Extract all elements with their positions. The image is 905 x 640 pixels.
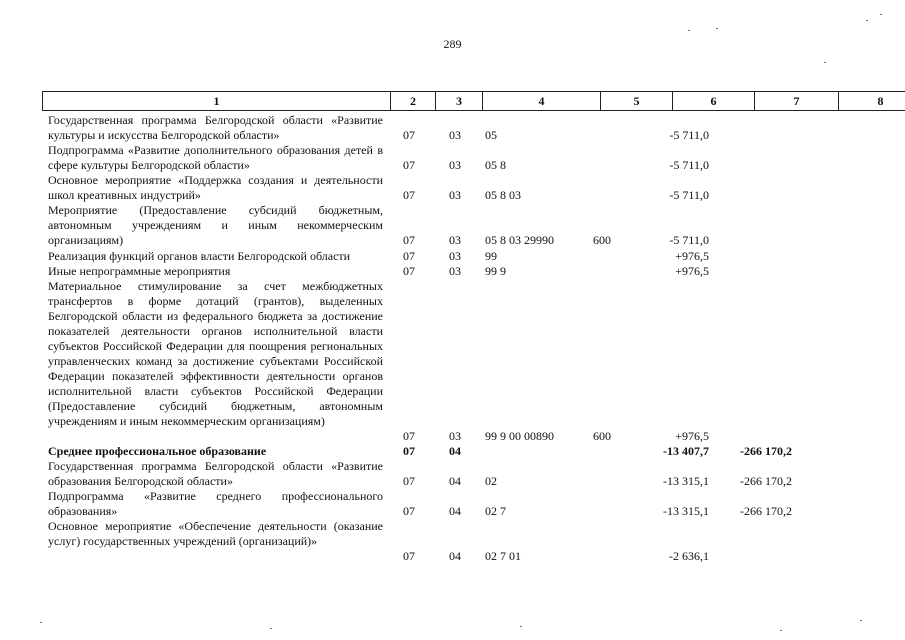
- row-subsection: 04: [449, 549, 461, 563]
- row-section: 07: [403, 188, 415, 202]
- row-name: Реализация функций органов власти Белгородской области: [48, 249, 351, 263]
- scan-speck: [880, 14, 882, 15]
- column-header-7: 7: [755, 92, 839, 111]
- row-subsection: 03: [449, 264, 461, 278]
- row-target-code: 05 8 03: [485, 188, 521, 202]
- row-subsection: 03: [449, 249, 461, 263]
- column-header-1: 1: [43, 92, 391, 111]
- row-amount-1: -5 711,0: [669, 128, 709, 142]
- row-target-code: 02 7 01: [485, 549, 521, 563]
- row-section: 07: [403, 158, 415, 172]
- row-section: 07: [403, 233, 415, 247]
- scan-speck: [716, 28, 718, 29]
- row-amount-1: -5 711,0: [669, 158, 709, 172]
- row-amount-1: +976,5: [675, 264, 709, 278]
- row-name: Государственная программа Белгородской области «Развитие культуры и искусства Белгородской области»: [48, 113, 383, 142]
- row-target-code: 05: [485, 128, 497, 142]
- row-amount-1: -13 315,1: [663, 474, 709, 488]
- row-section: 07: [403, 429, 415, 443]
- row-section: 07: [403, 249, 415, 263]
- column-header-row: [43, 92, 905, 111]
- row-section: 07: [403, 474, 415, 488]
- row-section: 07: [403, 549, 415, 563]
- row-section: 07: [403, 444, 415, 458]
- row-target-code: 05 8: [485, 158, 506, 172]
- scan-speck: [688, 30, 690, 31]
- row-subsection: 03: [449, 188, 461, 202]
- column-header-6: 6: [673, 92, 755, 111]
- row-subsection: 04: [449, 504, 461, 518]
- row-target-code: 99: [485, 249, 497, 263]
- row-subsection: 03: [449, 128, 461, 142]
- row-name: Иные непрограммные мероприятия: [48, 264, 231, 278]
- page-number: 289: [443, 37, 462, 51]
- row-name: Основное мероприятие «Поддержка создания и деятельности школ креативных индустрий»: [48, 173, 383, 202]
- column-header-table: [42, 91, 905, 111]
- row-expense-type: 600: [593, 429, 611, 443]
- row-section: 07: [403, 128, 415, 142]
- column-header-5: 5: [601, 92, 673, 111]
- row-amount-2: -266 170,2: [740, 444, 792, 458]
- row-name: Среднее профессиональное образование: [48, 444, 267, 458]
- scan-speck: [780, 630, 782, 631]
- scan-speck: [270, 628, 272, 629]
- row-name: Подпрограмма «Развитие среднего профессионального образования»: [48, 489, 383, 518]
- scan-speck: [520, 626, 522, 627]
- row-subsection: 04: [449, 444, 461, 458]
- row-subsection: 03: [449, 233, 461, 247]
- row-name: Подпрограмма «Развитие дополнительного образования детей в сфере культуры Белгородской области»: [48, 143, 383, 172]
- row-target-code: 05 8 03 29990: [485, 233, 554, 247]
- row-amount-1: +976,5: [675, 249, 709, 263]
- row-target-code: 99 9: [485, 264, 506, 278]
- row-name: Мероприятие (Предоставление субсидий бюджетным, автономным учреждениям и иным некоммерческим организациям): [48, 203, 383, 247]
- row-amount-1: -13 315,1: [663, 504, 709, 518]
- column-header-2: 2: [391, 92, 436, 111]
- row-amount-1: +976,5: [675, 429, 709, 443]
- scan-speck: [40, 622, 42, 623]
- row-amount-1: -13 407,7: [663, 444, 709, 458]
- row-subsection: 03: [449, 429, 461, 443]
- column-header-8: 8: [839, 92, 905, 111]
- column-header-3: 3: [436, 92, 483, 111]
- row-subsection: 03: [449, 158, 461, 172]
- scan-speck: [860, 620, 862, 621]
- row-name: Основное мероприятие «Обеспечение деятельности (оказание услуг) государственных учреждений (организаций)»: [48, 519, 383, 548]
- row-amount-1: -5 711,0: [669, 233, 709, 247]
- column-header-4: 4: [483, 92, 601, 111]
- row-target-code: 02: [485, 474, 497, 488]
- row-amount-2: -266 170,2: [740, 504, 792, 518]
- row-expense-type: 600: [593, 233, 611, 247]
- scan-speck: [866, 20, 868, 21]
- scan-speck: [824, 62, 826, 63]
- row-subsection: 04: [449, 474, 461, 488]
- row-target-code: 02 7: [485, 504, 506, 518]
- row-section: 07: [403, 504, 415, 518]
- row-amount-1: -2 636,1: [669, 549, 709, 563]
- row-amount-2: -266 170,2: [740, 474, 792, 488]
- row-section: 07: [403, 264, 415, 278]
- row-amount-1: -5 711,0: [669, 188, 709, 202]
- row-target-code: 99 9 00 00890: [485, 429, 554, 443]
- row-name: Материальное стимулирование за счет межбюджетных трансфертов в форме дотаций (грантов), выделенных Белгородской области из федерального бюджета за достижение показателей деятельности органов исполнительной власти субъектов Российской Федерации для поощрения региональных управленческих команд за достижение субъектами Российской Федерации показателей эффективности деятельности органов исполнительной власти субъектов Российской Федерации (Предоставление субсидий бюджетным, автономным учреждениям и иным некоммерческим организациям): [48, 279, 383, 428]
- row-name: Государственная программа Белгородской области «Развитие образования Белгородской области»: [48, 459, 383, 488]
